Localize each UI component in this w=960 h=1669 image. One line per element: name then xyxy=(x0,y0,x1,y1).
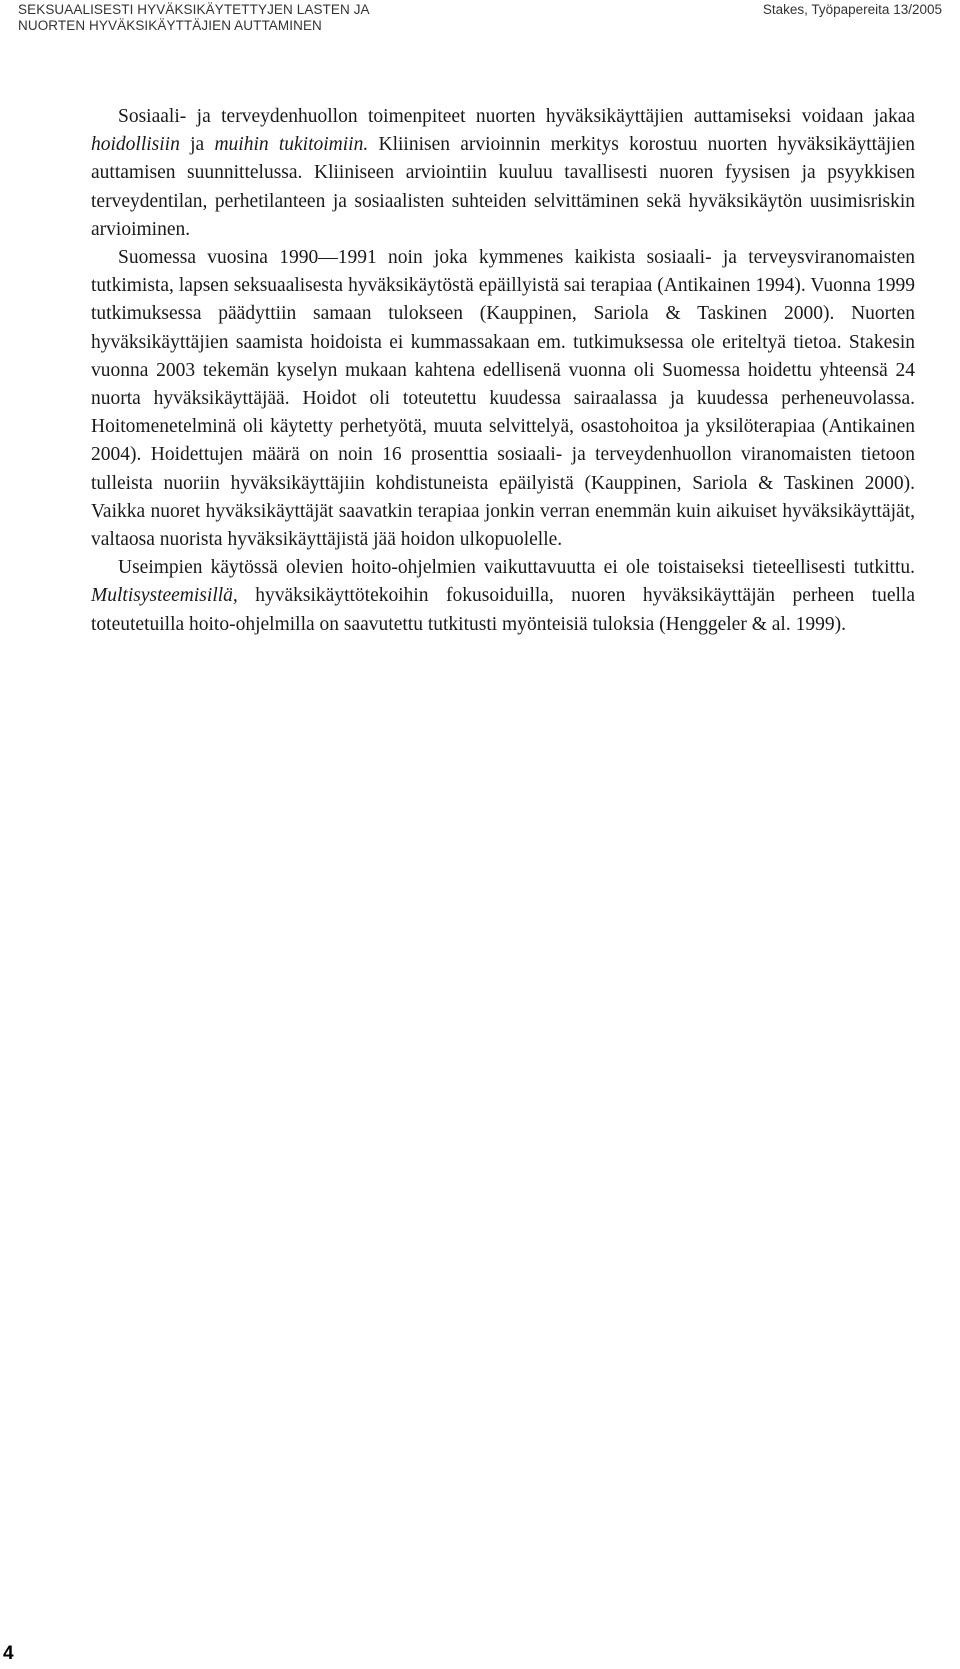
header-title-line-1: SEKSUAALISESTI HYVÄKSIKÄYTETTYJEN LASTEN JA xyxy=(18,2,370,17)
running-header-right: Stakes, Työpapereita 13/2005 xyxy=(762,2,942,17)
running-header-left xyxy=(18,2,370,34)
body-text xyxy=(91,103,915,639)
page-number: 4 xyxy=(3,1643,14,1664)
paragraph-3-part-b: hyväksikäyttötekoihin fokusoiduilla, nuoren hyväksikäyttäjän perheen tuella toteutetuilla hoito-ohjelmilla on saavutettu tutkitusti myönteisiä tuloksia (Henggeler & al. 1999). xyxy=(91,585,915,635)
paragraph-1-emphasis-2: muihin tukitoimiin. xyxy=(214,134,369,156)
paragraph-1-part-b: ja xyxy=(179,134,215,156)
paragraph-2: Suomessa vuosina 1990—1991 noin joka kymmenes kaikista sosiaali- ja terveysviranomaisten tutkimista, lapsen seksuaalisesta hyväksikäytöstä epäillyistä sai terapiaa (Antikainen 1994). Vuonna 1999 tutkimuksessa päädyttiin samaan tulokseen (Kauppinen, Sariola & Taskinen 2000). Nuorten hyväksikäyttäjien saamista hoidoista ei kummassakaan em. tutkimuksessa ole eriteltyä tietoa. Stakesin vuonna 2003 tekemän kyselyn mukaan kahtena edellisenä vuonna oli Suomessa hoidettu yhteensä 24 nuorta hyväksikäyttäjää. Hoidot oli toteutettu kuudessa sairaalassa ja kuudessa perheneuvolassa. Hoitomenetelminä oli käytetty perhetyötä, muuta selvittelyä, osastohoitoa ja yksilöterapiaa (Antikainen 2004). Hoidettujen määrä on noin 16 prosenttia sosiaali- ja terveydenhuollon viranomaisten tietoon tulleista nuoriin hyväksikäyttäjiin kohdistuneista epäilyistä (Kauppinen, Sariola & Taskinen 2000). Vaikka nuoret hyväksikäyttäjät saavatkin terapiaa jonkin verran enemmän kuin aikuiset hyväksikäyttäjät, valtaosa nuorista hyväksikäyttäjistä jää hoidon ulkopuolelle. xyxy=(91,247,915,551)
paragraph-1 xyxy=(91,103,915,244)
header-title-line-2: NUORTEN HYVÄKSIKÄYTTÄJIEN AUTTAMINEN xyxy=(18,18,322,33)
paragraph-3-emphasis: Multisysteemisillä, xyxy=(91,585,238,607)
paragraph-1-part-a: Sosiaali- ja terveydenhuollon toimenpiteet nuorten hyväksikäyttäjien auttamiseksi voidaan jakaa xyxy=(118,106,915,127)
paragraph-1-part-c: Kliinisen arvioinnin merkitys korostuu nuorten hyväksikäyttäjien auttamisen suunnittelussa. Kliiniseen arviointiin kuuluu tavallisesti nuoren fyysisen ja psyykkisen terveydentilan, perhetilanteen ja sosiaalisten suhteiden selvittäminen sekä hyväksikäytön uusimisriskin arvioiminen. xyxy=(91,134,915,240)
paragraph-1-emphasis-1: hoidollisiin xyxy=(91,134,180,156)
paragraph-3 xyxy=(91,554,915,639)
paragraph-3-part-a: Useimpien käytössä olevien hoito-ohjelmien vaikuttavuutta ei ole toistaiseksi tieteellisesti tutkittu. xyxy=(118,557,915,579)
